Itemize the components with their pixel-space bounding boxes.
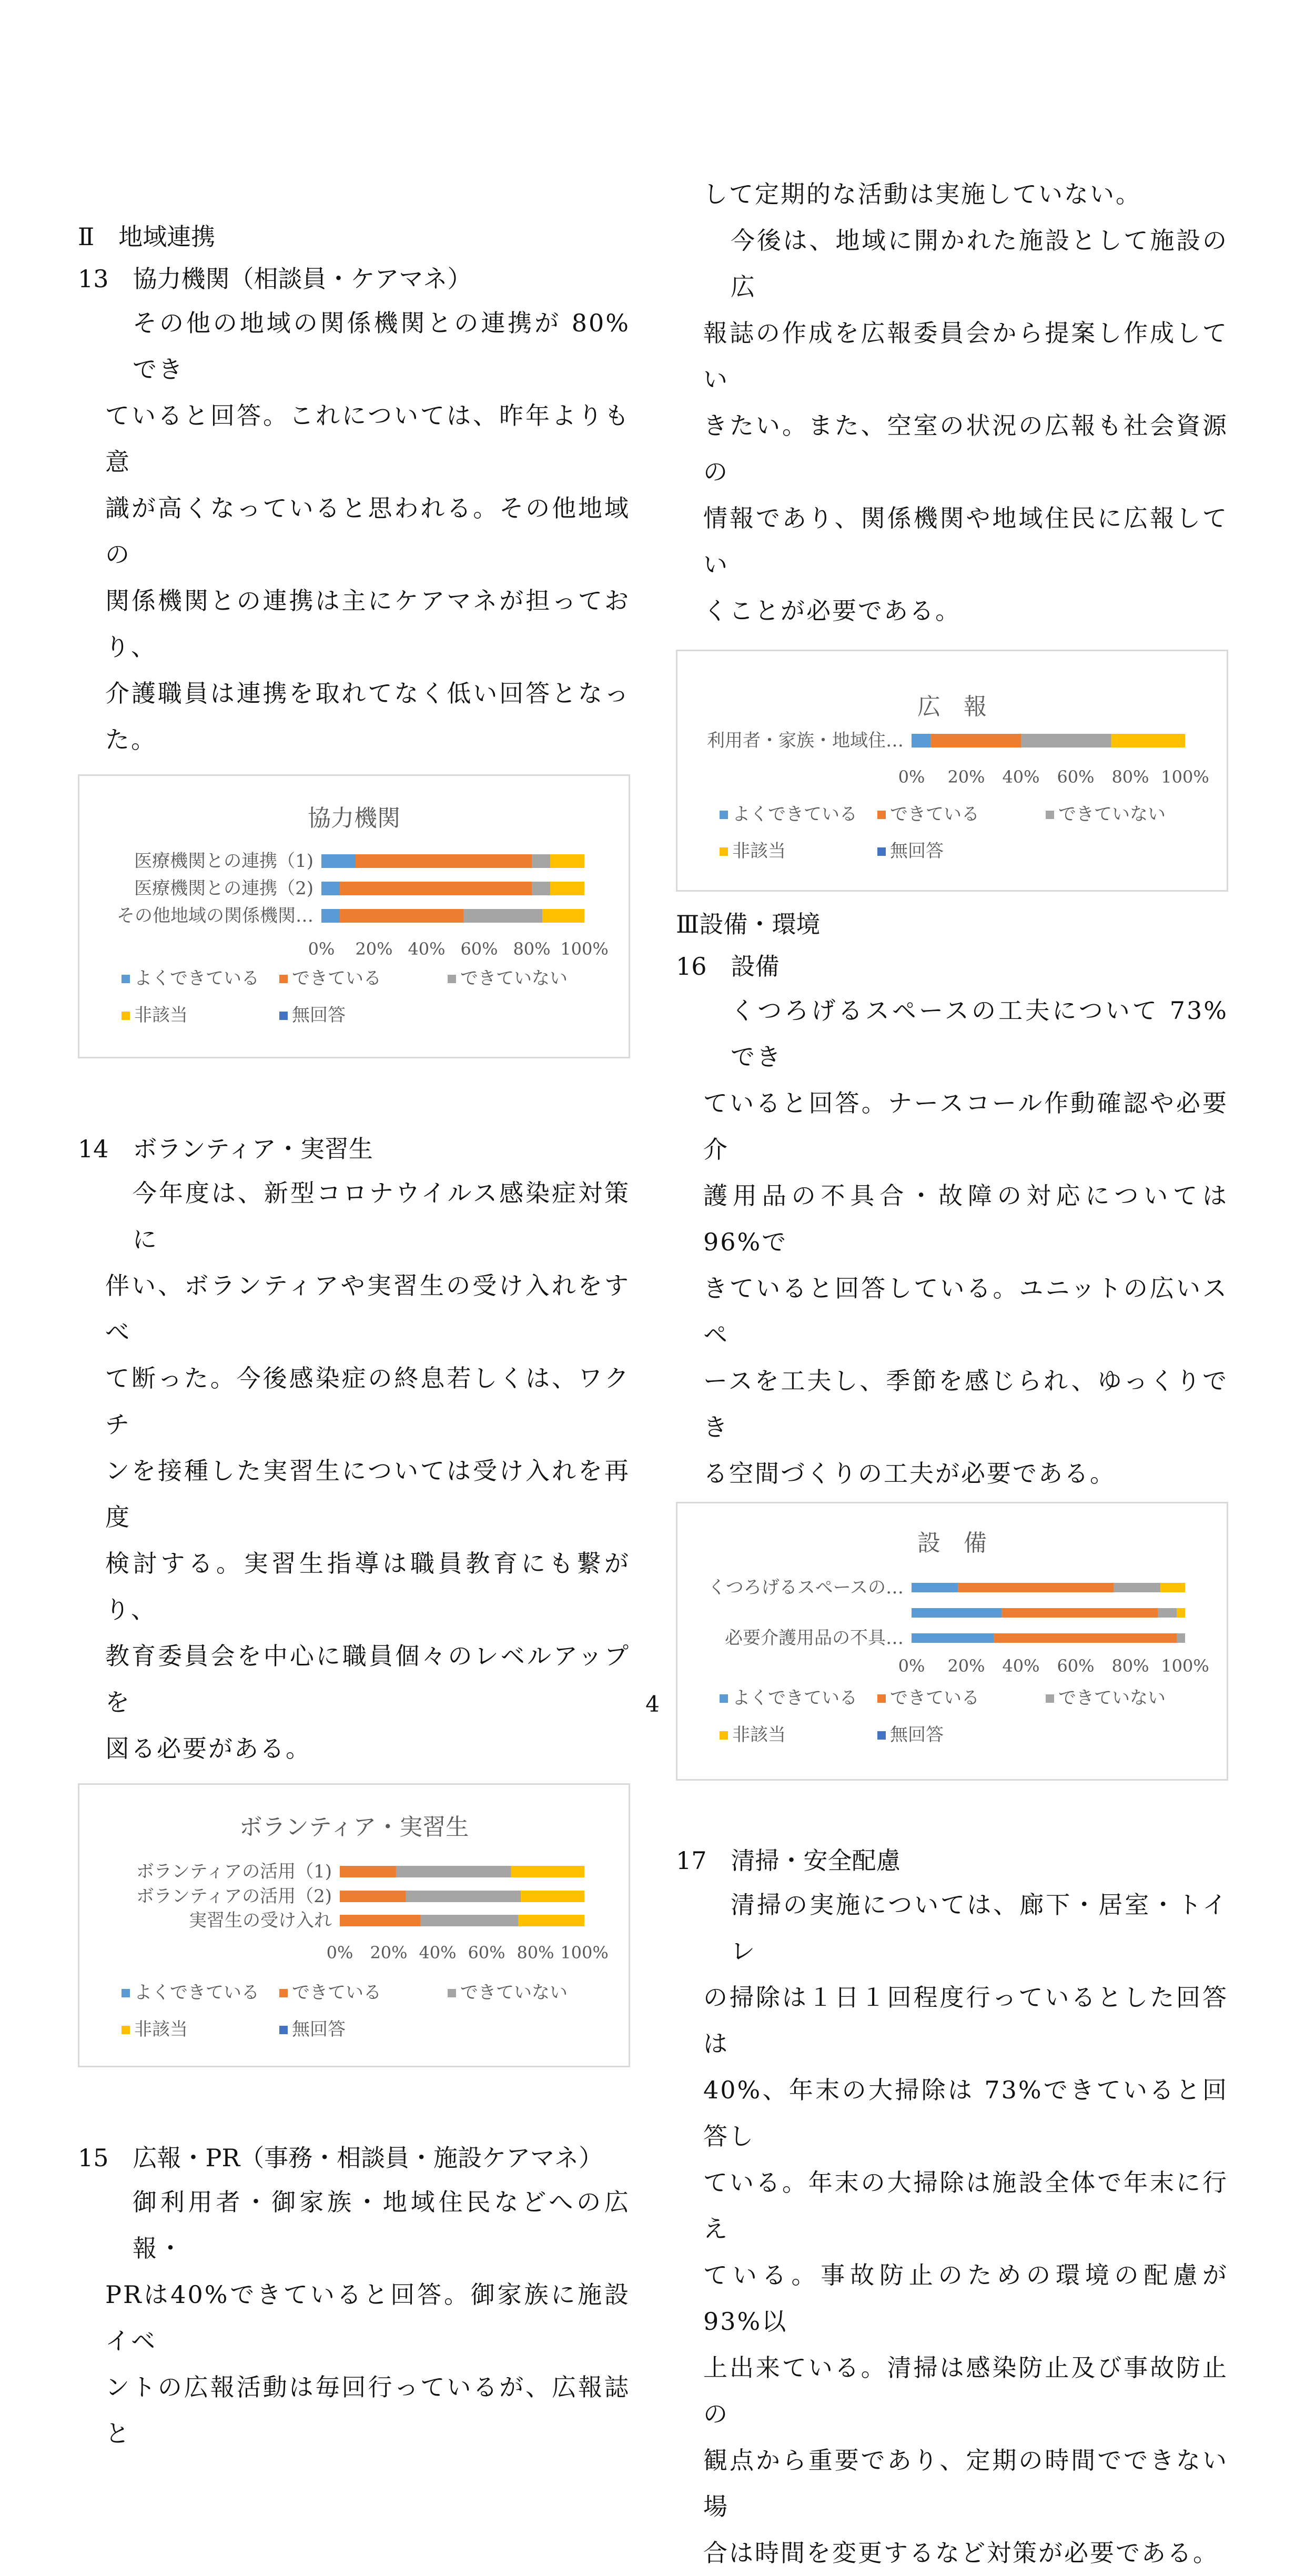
x-tick-label: 60%: [460, 939, 498, 959]
bar-segment: [912, 1633, 994, 1643]
x-tick-label: 20%: [947, 767, 985, 787]
para-line: る空間づくりの工夫が必要である。: [703, 1459, 1116, 1488]
legend-label: できていない: [460, 968, 568, 989]
legend-label: 非該当: [134, 1005, 188, 1026]
bar-segment: [340, 1866, 396, 1877]
legend-swatch: [448, 975, 456, 983]
legend-label: 非該当: [134, 2019, 188, 2040]
legend-label: 無回答: [890, 1724, 944, 1745]
legend-label: できている: [292, 1982, 381, 2003]
category-label: ボランティアの活用（1): [136, 1861, 332, 1882]
para-line: PRは40%できていると回答。御家族に施設イベ: [105, 2280, 630, 2355]
paragraph-15-continued: [676, 171, 1228, 217]
para-line: の掃除は１日１回程度行っているとした回答は: [703, 1983, 1228, 2058]
page-number: 4: [645, 1691, 660, 1717]
chart-kouhou-svg: [677, 651, 1227, 890]
x-tick-label: 40%: [1002, 1656, 1040, 1676]
bar-segment: [1114, 1583, 1160, 1592]
bar-segment: [994, 1633, 1177, 1643]
bar-segment: [1158, 1608, 1177, 1618]
chart-title: 広 報: [917, 693, 987, 720]
bar-segment: [1177, 1633, 1185, 1643]
bar-segment: [521, 1891, 584, 1902]
heading-15: 15 広報・PR（事務・相談員・施設ケアマネ）: [78, 2144, 603, 2172]
para-line: 教育委員会を中心に職員個々のレベルアップを: [105, 1642, 630, 1716]
legend-swatch: [122, 2026, 130, 2034]
legend-label: できていない: [1058, 804, 1166, 825]
category-label: くつろげるスペースの…: [707, 1577, 904, 1598]
x-tick-label: 40%: [1002, 767, 1040, 787]
bar-segment: [912, 1608, 1002, 1618]
bar-segment: [340, 1891, 406, 1902]
heading-16: 16 設備: [676, 952, 780, 981]
bar-segment: [518, 1915, 584, 1926]
legend-label: よくできている: [732, 804, 857, 825]
legend-label: 非該当: [732, 841, 786, 862]
section-heading-3: Ⅲ設備・環境: [676, 910, 821, 938]
legend-swatch: [1046, 811, 1054, 819]
heading-17: 17 清掃・安全配慮: [676, 1846, 901, 1875]
bar-segment: [356, 854, 532, 868]
bar-segment: [420, 1915, 518, 1926]
para-line: ントの広報活動は毎回行っているが、広報誌と: [105, 2373, 630, 2448]
legend-swatch: [720, 811, 728, 819]
bar-segment: [912, 1583, 958, 1592]
bar-segment: [463, 909, 542, 923]
legend-label: 無回答: [292, 2019, 346, 2040]
bar-segment: [1002, 1608, 1158, 1618]
category-label: 必要介護用品の不具…: [725, 1628, 904, 1649]
legend-swatch: [877, 1731, 886, 1740]
para-line: 御利用者・御家族・地域住民などへの広報・: [133, 2188, 630, 2262]
x-tick-label: 80%: [513, 939, 551, 959]
x-tick-label: 60%: [1057, 767, 1095, 787]
x-tick-label: 20%: [355, 939, 393, 959]
heading-13: 13 協力機関（相談員・ケアマネ）: [78, 265, 472, 293]
x-tick-label: 100%: [560, 939, 609, 959]
para-line: 伴い、ボランティアや実習生の受け入れをすべ: [105, 1271, 630, 1346]
x-tick-label: 60%: [1057, 1656, 1095, 1676]
bar-segment: [958, 1583, 1114, 1592]
bar-segment: [532, 882, 550, 895]
legend-label: できていない: [460, 1982, 568, 2003]
right-column: [676, 171, 1228, 2576]
para-line: ンを接種した実習生については受け入れを再度: [105, 1457, 630, 1531]
legend-swatch: [877, 811, 886, 819]
para-line: 護用品の不具合・故障の対応については 96%で: [703, 1181, 1228, 1256]
x-tick-label: 40%: [408, 939, 446, 959]
bar-segment: [340, 909, 463, 923]
legend-swatch: [279, 1989, 288, 1997]
chart-setsubi: [676, 1502, 1228, 1781]
x-tick-label: 0%: [326, 1943, 353, 1963]
paragraph-16: [676, 987, 1228, 1497]
x-tick-label: 100%: [1161, 1656, 1209, 1676]
para-line: 介護職員は連携を取れてなく低い回答となった。: [105, 679, 631, 754]
category-label: その他地域の関係機関…: [117, 905, 313, 926]
para-line: くつろげるスペースの工夫について 73%でき: [731, 996, 1228, 1071]
x-tick-label: 80%: [1111, 767, 1149, 787]
legend-swatch: [279, 975, 288, 983]
legend-swatch: [720, 1731, 728, 1740]
legend-swatch: [877, 847, 886, 856]
heading-14: 14 ボランティア・実習生: [78, 1135, 373, 1163]
paragraph-13: [78, 300, 630, 763]
chart-volunteer-svg: [79, 1785, 629, 2066]
para-line: 清掃の実施については、廊下・居室・トイレ: [731, 1891, 1228, 1965]
legend-swatch: [122, 1989, 130, 1997]
bar-segment: [340, 882, 532, 895]
paragraph-14: [78, 1170, 630, 1772]
bar-segment: [1177, 1608, 1185, 1618]
para-line: ていると回答。これについては、昨年よりも意: [105, 401, 630, 476]
chart-title: 協力機関: [308, 805, 400, 832]
para-line: ている。事故防止のための環境の配慮が 93%以: [703, 2261, 1228, 2336]
bar-segment: [550, 882, 584, 895]
legend-swatch: [279, 2026, 288, 2034]
para-line: ていると回答。ナースコール作動確認や必要介: [703, 1089, 1228, 1164]
bar-segment: [912, 734, 930, 747]
para-line: 検討する。実習生指導は職員教育にも繋がり、: [105, 1549, 631, 1624]
para-line: 40%、年末の大掃除は 73%できていると回答し: [703, 2076, 1228, 2150]
para-line: 図る必要がある。: [105, 1734, 311, 1763]
legend-swatch: [448, 1989, 456, 1997]
chart-title: ボランティア・実習生: [239, 1814, 469, 1841]
x-tick-label: 80%: [1111, 1656, 1149, 1676]
category-label: 利用者・家族・地域住…: [707, 730, 904, 751]
legend-label: 無回答: [292, 1005, 346, 1026]
bar-segment: [930, 734, 1021, 747]
para-line: 報誌の作成を広報委員会から提案し作成してい: [703, 319, 1228, 393]
bar-segment: [542, 909, 584, 923]
x-tick-label: 20%: [370, 1943, 408, 1963]
bar-segment: [511, 1866, 585, 1877]
legend-label: よくできている: [134, 968, 259, 989]
para-line: 合は時間を変更するなど対策が必要である。: [703, 2539, 1219, 2567]
para-line: 観点から重要であり、定期の時間でできない場: [703, 2446, 1228, 2521]
x-tick-label: 0%: [898, 767, 925, 787]
x-tick-label: 100%: [1161, 767, 1209, 787]
paragraph-15: [78, 2179, 630, 2457]
chart-title: 設 備: [917, 1530, 987, 1557]
bar-segment: [396, 1866, 511, 1877]
legend-label: できている: [292, 968, 381, 989]
category-label: 医療機関との連携（2): [134, 878, 313, 899]
bar-segment: [1021, 734, 1111, 747]
category-label: 実習生の受け入れ: [189, 1910, 332, 1931]
bar-segment: [1160, 1583, 1185, 1592]
legend-label: 非該当: [732, 1724, 786, 1745]
para-line: 今年度は、新型コロナウイルス感染症対策に: [133, 1179, 630, 1254]
para-line: ースを工夫し、季節を感じられ、ゆっくりでき: [703, 1367, 1228, 1441]
category-label: ボランティアの活用（2): [136, 1886, 332, 1907]
x-tick-label: 20%: [947, 1656, 985, 1676]
legend-swatch: [279, 1012, 288, 1020]
chart-setsubi-svg: [677, 1503, 1227, 1779]
para-line: 関係機関との連携は主にケアマネが担っており、: [105, 587, 630, 661]
legend-label: よくできている: [134, 1982, 259, 2003]
legend-swatch: [122, 1012, 130, 1020]
para-line: して定期的な活動は実施していない。: [703, 180, 1141, 208]
x-tick-label: 100%: [560, 1943, 609, 1963]
chart-kyoryoku: [78, 774, 630, 1058]
chart-kouhou: [676, 650, 1228, 892]
legend-swatch: [122, 975, 130, 983]
para-line: 今後は、地域に開かれた施設として施設の広: [731, 226, 1228, 301]
para-line: 情報であり、関係機関や地域住民に広報してい: [703, 504, 1228, 579]
legend-swatch: [720, 847, 728, 856]
para-line: きたい。また、空室の状況の広報も社会資源の: [703, 411, 1228, 486]
chart-volunteer: [78, 1783, 630, 2067]
legend-label: よくできている: [732, 1688, 857, 1709]
para-line: 上出来ている。清掃は感染防止及び事故防止の: [703, 2353, 1228, 2428]
bar-segment: [321, 882, 340, 895]
x-tick-label: 40%: [419, 1943, 457, 1963]
legend-label: できている: [890, 1688, 979, 1709]
bar-segment: [532, 854, 550, 868]
para-line: きていると回答している。ユニットの広いスペ: [703, 1274, 1228, 1349]
bar-segment: [550, 854, 584, 868]
x-tick-label: 0%: [898, 1656, 925, 1676]
bar-segment: [321, 854, 356, 868]
chart-kyoryoku-svg: [79, 776, 629, 1057]
paragraph-15-b: [676, 217, 1228, 634]
bar-segment: [321, 909, 340, 923]
legend-label: できていない: [1058, 1688, 1166, 1709]
bar-segment: [1111, 734, 1185, 747]
left-column: [78, 216, 630, 2457]
para-line: 識が高くなっていると思われる。その他地域の: [105, 494, 630, 569]
para-line: ている。年末の大掃除は施設全体で年末に行え: [703, 2168, 1228, 2243]
legend-label: 無回答: [890, 841, 944, 862]
para-line: その他の地域の関係機関との連携が 80%でき: [133, 309, 630, 383]
para-line: くことが必要である。: [703, 597, 961, 625]
paragraph-17: [676, 1882, 1228, 2576]
x-tick-label: 80%: [517, 1943, 554, 1963]
section-heading-2: Ⅱ 地域連携: [78, 223, 216, 251]
legend-label: できている: [890, 804, 979, 825]
x-tick-label: 0%: [308, 939, 335, 959]
bar-segment: [406, 1891, 521, 1902]
x-tick-label: 60%: [468, 1943, 505, 1963]
para-line: て断った。今後感染症の終息若しくは、ワクチ: [105, 1364, 630, 1439]
bar-segment: [340, 1915, 420, 1926]
category-label: 医療機関との連携（1): [134, 851, 313, 872]
